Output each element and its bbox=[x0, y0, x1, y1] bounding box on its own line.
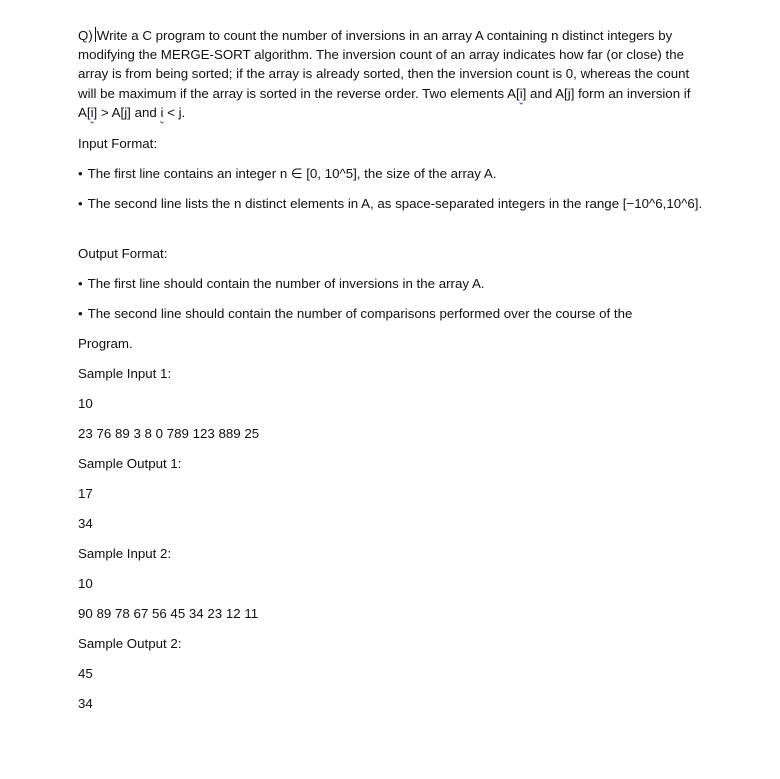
question-paragraph bbox=[78, 26, 706, 122]
bullet-icon: • bbox=[78, 166, 83, 181]
bullet-icon: • bbox=[78, 276, 83, 291]
sample-input-1-heading: Sample Input 1: bbox=[78, 366, 172, 381]
sample-input-2-n: 10 bbox=[78, 576, 93, 591]
question-text-1: Write a C program to count the number of inversions in an array A containing n distinct integers by modifying the MERGE-SORT algorithm. The inversion count of an array indicates how far (or close) the array is from being sorted; if the array is already sorted, then the inversion count is 0, whereas the count will be maximum if the array is sorted in the reverse order. Two elements A[ bbox=[78, 28, 690, 101]
spellcheck-i-2: i bbox=[90, 104, 94, 120]
sample-output-2-line-2: 34 bbox=[78, 696, 93, 711]
sample-input-2-heading: Sample Input 2: bbox=[78, 546, 172, 561]
sample-output-2-heading: Sample Output 2: bbox=[78, 636, 182, 651]
sample-output-1-heading: Sample Output 1: bbox=[78, 456, 182, 471]
sample-input-2-array: 90 89 78 67 56 45 34 23 12 11 bbox=[78, 606, 259, 621]
bullet-icon: • bbox=[78, 306, 83, 321]
spellcheck-i-1: i bbox=[519, 85, 523, 101]
bullet-icon: • bbox=[78, 196, 83, 211]
input-format-bullet-2-text: The second line lists the n distinct elements in A, as space-separated integers in the range [−10^6,10^6]. bbox=[87, 196, 703, 211]
output-format-bullet-1-text: The first line should contain the number of inversions in the array A. bbox=[87, 276, 485, 291]
sample-input-1-array: 23 76 89 3 8 0 789 123 889 25 bbox=[78, 426, 260, 441]
question-text-3: ] > A[j] and bbox=[93, 104, 161, 120]
sample-output-1-line-2: 34 bbox=[78, 516, 93, 531]
sample-output-1-line-1: 17 bbox=[78, 486, 93, 501]
sample-output-2-line-1: 45 bbox=[78, 666, 93, 681]
question-text-4: < j. bbox=[163, 104, 186, 120]
input-format-bullet-1-text: The first line contains an integer n ∈ [0, 10^5], the size of the array A. bbox=[87, 166, 497, 181]
text-cursor bbox=[95, 27, 96, 42]
sample-input-1-n: 10 bbox=[78, 396, 93, 411]
input-format-bullet-2 bbox=[78, 194, 706, 213]
output-format-bullet-2-text: The second line should contain the number of comparisons performed over the course of the bbox=[87, 306, 633, 321]
input-format-bullet-1 bbox=[78, 164, 496, 183]
spellcheck-i-3: i bbox=[160, 104, 164, 120]
question-text-2: ] and A[j] form an inversion if A[ bbox=[78, 85, 691, 120]
question-prefix: Q) bbox=[78, 28, 93, 43]
output-format-bullet-1 bbox=[78, 274, 485, 293]
output-format-bullet-2 bbox=[78, 304, 632, 323]
output-format-bullet-2-cont: Program. bbox=[78, 336, 133, 351]
input-format-heading: Input Format: bbox=[78, 136, 158, 151]
output-format-heading: Output Format: bbox=[78, 246, 168, 261]
